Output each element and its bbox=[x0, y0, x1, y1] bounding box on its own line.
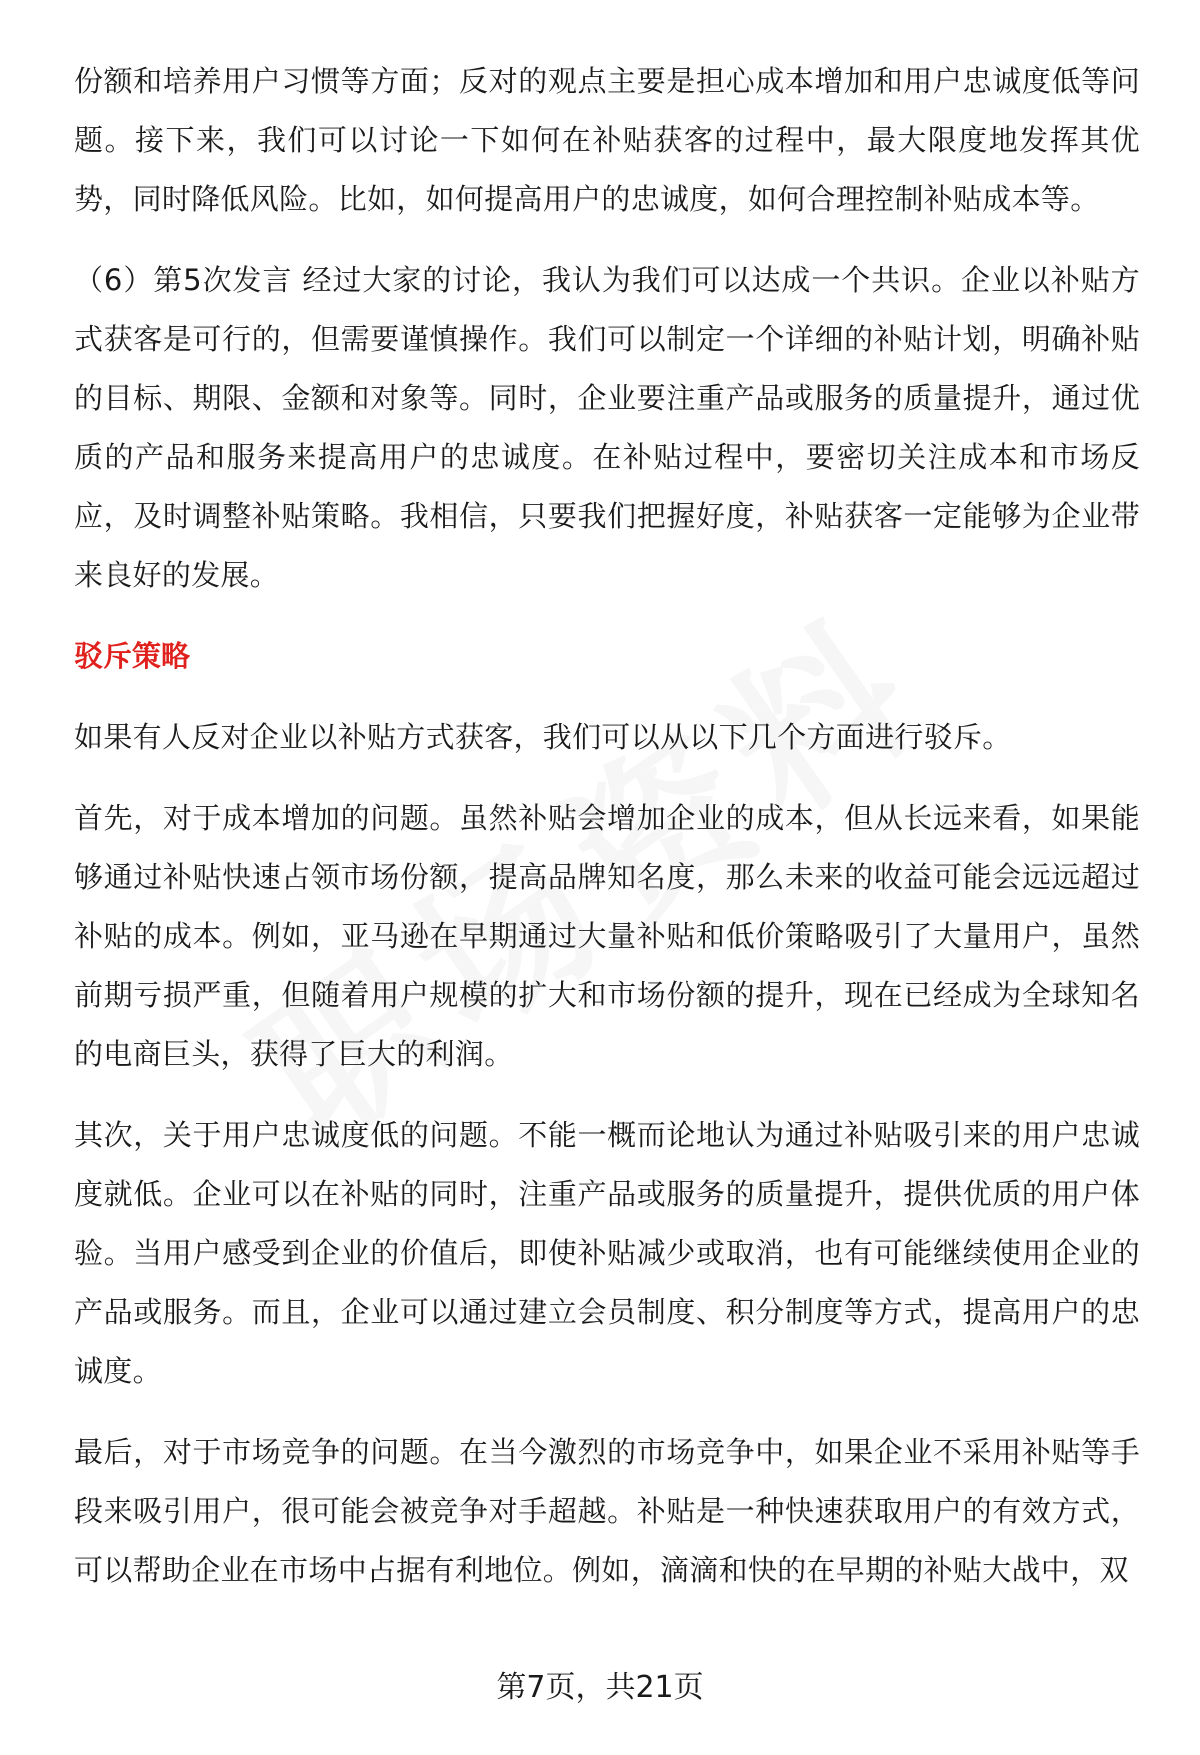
section-heading: 驳斥策略 bbox=[74, 639, 191, 673]
paragraph: 首先，对于成本增加的问题。虽然补贴会增加企业的成本，但从长远来看，如果能够通过补贴快速占领市场份额，提高品牌知名度，那么未来的收益可能会远远超过补贴的成本。例如，亚马逊在早期通过大量补贴和低价策略吸引了大量用户，虽然前期亏损严重，但随着用户规模的扩大和市场份额的提升，现在已经成为全球知名的电商巨头，获得了巨大的利润。 bbox=[74, 801, 1140, 1071]
page-content bbox=[74, 52, 1140, 1622]
paragraph: 其次，关于用户忠诚度低的问题。不能一概而论地认为通过补贴吸引来的用户忠诚度就低。企业可以在补贴的同时，注重产品或服务的质量提升，提供优质的用户体验。当用户感受到企业的价值后，即使补贴减少或取消，也有可能继续使用企业的产品或服务。而且，企业可以通过建立会员制度、积分制度等方式，提高用户的忠诚度。 bbox=[74, 1118, 1140, 1388]
page-number-footer: 第7页，共21页 bbox=[496, 1670, 704, 1705]
paragraph: 份额和培养用户习惯等方面；反对的观点主要是担心成本增加和用户忠诚度低等问题。接下来，我们可以讨论一下如何在补贴获客的过程中，最大限度地发挥其优势，同时降低风险。比如，如何提高用户的忠诚度，如何合理控制补贴成本等。 bbox=[74, 64, 1140, 216]
paragraph: （6）第5次发言 经过大家的讨论，我认为我们可以达成一个共识。企业以补贴方式获客是可行的，但需要谨慎操作。我们可以制定一个详细的补贴计划，明确补贴的目标、期限、金额和对象等。同时，企业要注重产品或服务的质量提升，通过优质的产品和服务来提高用户的忠诚度。在补贴过程中，要密切关注成本和市场反应，及时调整补贴策略。我相信，只要我们把握好度，补贴获客一定能够为企业带来良好的发展。 bbox=[74, 263, 1140, 592]
paragraph: 如果有人反对企业以补贴方式获客，我们可以从以下几个方面进行驳斥。 bbox=[74, 720, 1012, 754]
paragraph: 最后，对于市场竞争的问题。在当今激烈的市场竞争中，如果企业不采用补贴等手段来吸引用户，很可能会被竞争对手超越。补贴是一种快速获取用户的有效方式，可以帮助企业在市场中占据有利地位。例如，滴滴和快的在早期的补贴大战中，双 bbox=[74, 1435, 1140, 1587]
